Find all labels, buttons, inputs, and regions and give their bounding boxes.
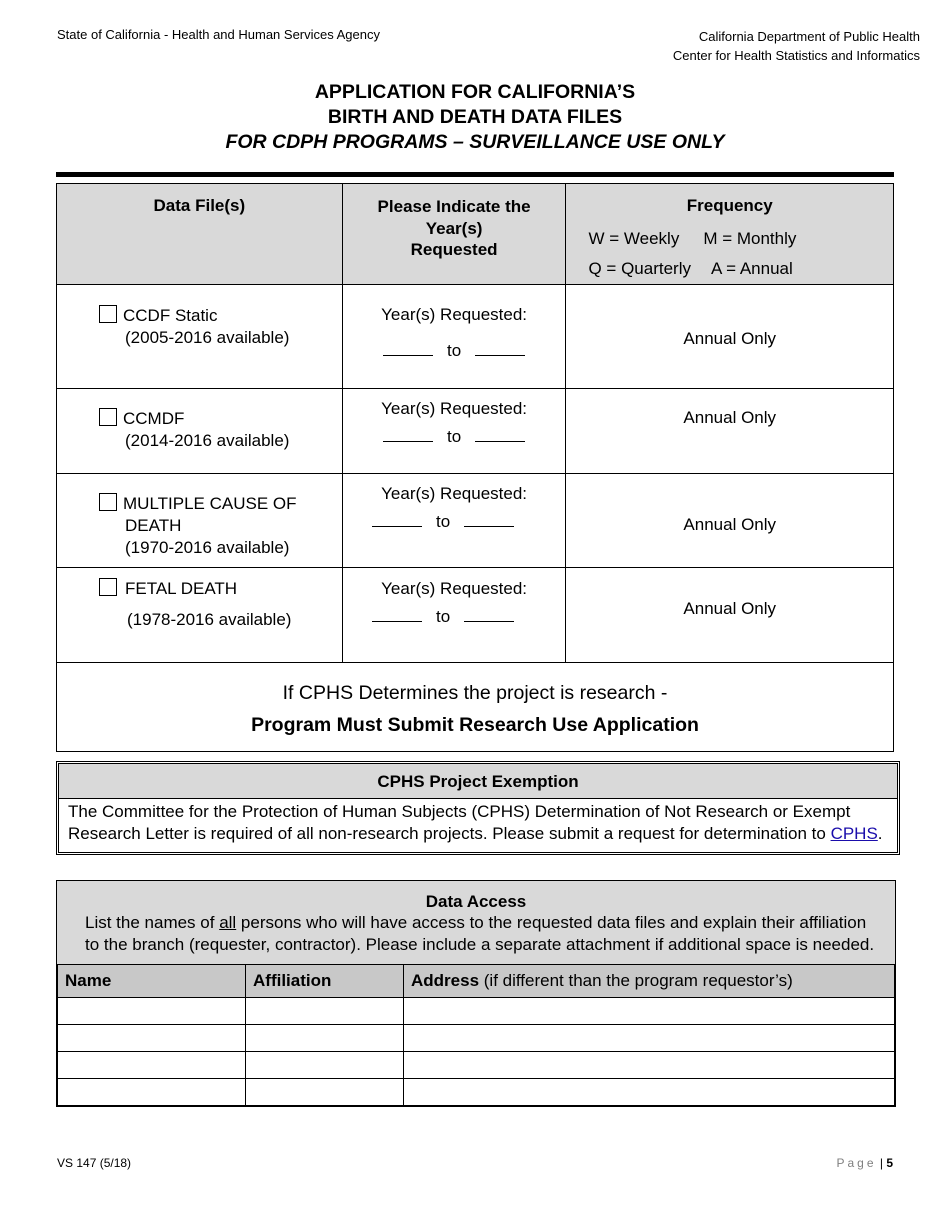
frequency-cell xyxy=(566,285,894,389)
years-to: to xyxy=(435,607,451,626)
name-input-cell[interactable] xyxy=(58,1025,246,1052)
year-from-field[interactable] xyxy=(383,341,433,356)
year-from-field[interactable] xyxy=(372,512,422,527)
frequency-cell xyxy=(566,568,894,663)
data-file-name: CCMDF xyxy=(123,409,185,428)
instructions-all: all xyxy=(219,913,237,932)
cphs-link[interactable]: CPHS xyxy=(830,823,878,843)
address-input-cell[interactable] xyxy=(404,1025,895,1052)
col-address-label: Address xyxy=(411,971,480,990)
data-file-availability: (1978-2016 available) xyxy=(127,610,292,629)
data-file-name-line2: DEATH xyxy=(125,516,182,535)
header-data-files-label: Data File(s) xyxy=(153,196,246,215)
address-input-cell[interactable] xyxy=(404,1052,895,1079)
frequency-cell xyxy=(566,474,894,568)
frequency-cell xyxy=(566,389,894,474)
col-affiliation: Affiliation xyxy=(246,965,404,998)
research-note-cell xyxy=(57,663,894,752)
year-to-field[interactable] xyxy=(464,607,514,622)
frequency-value: Annual Only xyxy=(683,515,777,534)
ccdf-static-checkbox[interactable] xyxy=(99,305,117,323)
header-data-files xyxy=(57,184,343,285)
research-note-line2: Program Must Submit Research Use Application xyxy=(251,714,699,736)
years-label: Year(s) Requested: xyxy=(381,579,528,598)
data-file-cell xyxy=(57,389,343,474)
data-files-table xyxy=(56,183,894,752)
year-from-field[interactable] xyxy=(372,607,422,622)
years-label: Year(s) Requested: xyxy=(381,484,528,503)
header-department xyxy=(673,27,920,65)
title-line3: FOR CDPH PROGRAMS – SURVEILLANCE USE ONLY xyxy=(225,131,725,153)
data-access-instructions xyxy=(57,912,895,964)
col-name: Name xyxy=(58,965,246,998)
year-to-field[interactable] xyxy=(464,512,514,527)
year-from-field[interactable] xyxy=(383,427,433,442)
page-title xyxy=(0,80,950,155)
data-file-availability: (2005-2016 available) xyxy=(125,328,290,347)
header-frequency xyxy=(566,184,894,285)
year-to-field[interactable] xyxy=(475,341,525,356)
frequency-value: Annual Only xyxy=(683,599,777,618)
multiple-cause-of-death-checkbox[interactable] xyxy=(99,493,117,511)
ccmdf-checkbox[interactable] xyxy=(99,408,117,426)
research-note-line1: If CPHS Determines the project is research - xyxy=(282,682,668,704)
table-row xyxy=(57,389,894,474)
freq-annual: A = Annual xyxy=(710,259,793,278)
instructions-text-end: persons who will have access to the requested data files and explain their affiliation to the branch (requester, contractor). Please include a separate attachment if additional space is needed. xyxy=(85,913,875,954)
years-cell xyxy=(342,474,566,568)
affiliation-input-cell[interactable] xyxy=(246,998,404,1025)
fetal-death-checkbox[interactable] xyxy=(99,578,117,596)
table-row xyxy=(57,474,894,568)
year-to-field[interactable] xyxy=(475,427,525,442)
name-input-cell[interactable] xyxy=(58,1079,246,1106)
name-input-cell[interactable] xyxy=(58,998,246,1025)
table-row xyxy=(57,568,894,663)
frequency-value: Annual Only xyxy=(683,408,777,427)
name-input-cell[interactable] xyxy=(58,1052,246,1079)
address-input-cell[interactable] xyxy=(404,998,895,1025)
table-header-row xyxy=(57,184,894,285)
data-access-section xyxy=(56,880,896,1107)
header-years xyxy=(342,184,566,285)
affiliation-input-cell[interactable] xyxy=(246,1025,404,1052)
header-years-line1: Please Indicate the xyxy=(377,197,531,216)
title-divider xyxy=(56,172,894,177)
header-dept-line1: California Department of Public Health xyxy=(698,29,920,44)
years-to: to xyxy=(446,341,462,360)
col-address xyxy=(404,965,895,998)
frequency-value: Annual Only xyxy=(683,329,777,348)
exemption-text: The Committee for the Protection of Human Subjects (CPHS) Determination of Not Research or Exempt Research Letter is required of all non-research projects. Please submit a request for determination to xyxy=(68,802,851,843)
header-agency: State of California - Health and Human Services Agency xyxy=(57,27,381,42)
header-frequency-label: Frequency xyxy=(686,196,773,215)
data-file-availability: (1970-2016 available) xyxy=(125,538,290,557)
years-to: to xyxy=(446,427,462,446)
table-row xyxy=(58,1025,895,1052)
instructions-text-start: List the names of xyxy=(85,913,220,932)
cphs-exemption-box xyxy=(56,761,900,855)
affiliation-input-cell[interactable] xyxy=(246,1079,404,1106)
table-row xyxy=(57,285,894,389)
data-access-heading: Data Access xyxy=(425,892,527,911)
header-years-line2: Year(s) xyxy=(425,218,483,238)
data-file-cell xyxy=(57,285,343,389)
col-address-note: (if different than the program requestor’s) xyxy=(479,971,793,990)
data-file-cell xyxy=(57,568,343,663)
page-separator: | xyxy=(879,1156,883,1170)
table-row xyxy=(58,1079,895,1106)
freq-quarterly: Q = Quarterly xyxy=(588,259,691,278)
title-line2: BIRTH AND DEATH DATA FILES xyxy=(327,106,623,128)
page-num: 5 xyxy=(886,1156,893,1170)
address-input-cell[interactable] xyxy=(404,1079,895,1106)
freq-weekly: W = Weekly xyxy=(588,229,680,248)
research-note-row xyxy=(57,663,894,752)
years-label: Year(s) Requested: xyxy=(381,399,528,418)
data-file-availability: (2014-2016 available) xyxy=(125,431,290,450)
page-number xyxy=(836,1156,893,1170)
table-row xyxy=(58,1052,895,1079)
exemption-period: . xyxy=(877,823,883,843)
form-id: VS 147 (5/18) xyxy=(57,1156,132,1170)
data-file-cell xyxy=(57,474,343,568)
header-years-line3: Requested xyxy=(410,240,498,259)
title-line1: APPLICATION FOR CALIFORNIA’S xyxy=(314,81,636,103)
years-to: to xyxy=(435,512,451,531)
data-file-name: CCDF Static xyxy=(123,306,218,325)
affiliation-input-cell[interactable] xyxy=(246,1052,404,1079)
exemption-heading: CPHS Project Exemption xyxy=(59,764,897,799)
years-cell xyxy=(342,285,566,389)
exemption-body xyxy=(59,799,897,852)
page-word: Page xyxy=(836,1156,877,1170)
data-access-table xyxy=(57,964,895,1106)
data-file-name: FETAL DEATH xyxy=(125,579,238,598)
years-label: Year(s) Requested: xyxy=(381,305,528,324)
table-row xyxy=(58,998,895,1025)
years-cell xyxy=(342,389,566,474)
data-access-header-row xyxy=(58,965,895,998)
freq-monthly: M = Monthly xyxy=(703,229,797,248)
years-cell xyxy=(342,568,566,663)
header-dept-line2: Center for Health Statistics and Informatics xyxy=(672,48,920,63)
data-file-name: MULTIPLE CAUSE OF xyxy=(123,494,297,513)
